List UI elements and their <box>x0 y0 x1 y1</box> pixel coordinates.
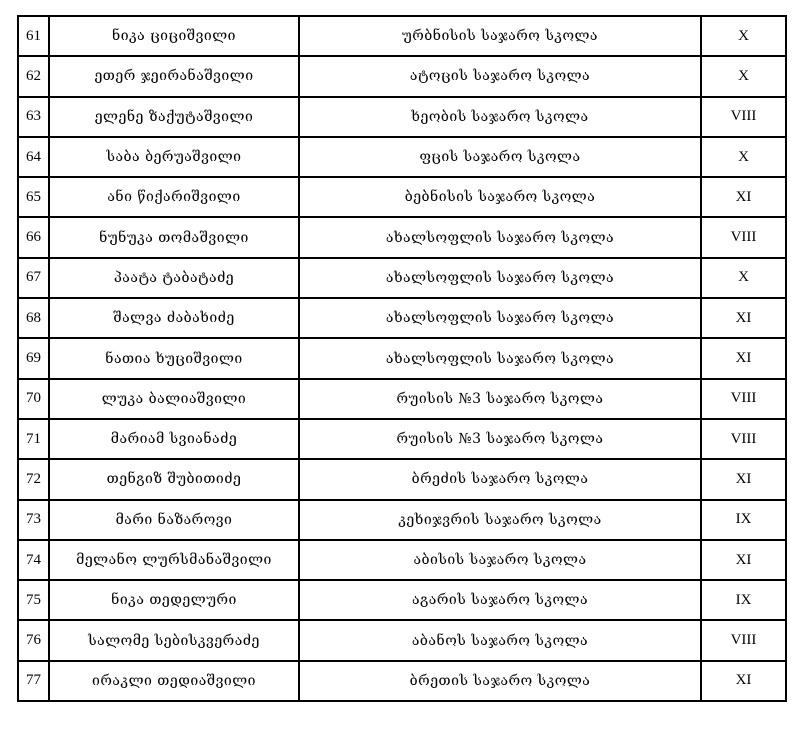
row-number-cell: 73 <box>18 500 49 540</box>
grade-cell: X <box>701 258 786 298</box>
table-row <box>18 16 786 56</box>
row-number-cell: 64 <box>18 137 49 177</box>
student-name-cell: ელენე ზაქუტაშვილი <box>49 97 299 137</box>
participants-table <box>17 15 787 702</box>
school-name-cell: აბისის საჯარო სკოლა <box>299 540 701 580</box>
grade-cell: XI <box>701 540 786 580</box>
row-number-cell: 77 <box>18 661 49 701</box>
school-name-cell: რუისის №3 საჯარო სკოლა <box>299 379 701 419</box>
school-name-cell: ბებნისის საჯარო სკოლა <box>299 177 701 217</box>
table-row <box>18 56 786 96</box>
table-row <box>18 620 786 660</box>
table-row <box>18 298 786 338</box>
table-row <box>18 258 786 298</box>
grade-cell: IX <box>701 580 786 620</box>
school-name-cell: აბანოს საჯარო სკოლა <box>299 620 701 660</box>
school-name-cell: ატოცის საჯარო სკოლა <box>299 56 701 96</box>
table-row <box>18 500 786 540</box>
table-row <box>18 217 786 257</box>
grade-cell: X <box>701 56 786 96</box>
school-name-cell: ურბნისის საჯარო სკოლა <box>299 16 701 56</box>
school-name-cell: ბრეთის საჯარო სკოლა <box>299 661 701 701</box>
row-number-cell: 68 <box>18 298 49 338</box>
student-name-cell: ნიკა თედელური <box>49 580 299 620</box>
school-name-cell: კეხიჯვრის საჯარო სკოლა <box>299 500 701 540</box>
school-name-cell: ფცის საჯარო სკოლა <box>299 137 701 177</box>
row-number-cell: 72 <box>18 459 49 499</box>
school-name-cell: აგარის საჯარო სკოლა <box>299 580 701 620</box>
row-number-cell: 62 <box>18 56 49 96</box>
student-name-cell: ირაკლი თედიაშვილი <box>49 661 299 701</box>
table-row <box>18 338 786 378</box>
grade-cell: XI <box>701 177 786 217</box>
student-name-cell: პაატა ტაბატაძე <box>49 258 299 298</box>
student-name-cell: შალვა ძაბახიძე <box>49 298 299 338</box>
row-number-cell: 74 <box>18 540 49 580</box>
grade-cell: XI <box>701 298 786 338</box>
participants-table-body <box>18 16 786 701</box>
table-row <box>18 177 786 217</box>
student-name-cell: მარი ნაზაროვი <box>49 500 299 540</box>
student-name-cell: ნიკა ციციშვილი <box>49 16 299 56</box>
grade-cell: VIII <box>701 419 786 459</box>
student-name-cell: სალომე სებისკვერაძე <box>49 620 299 660</box>
table-row <box>18 459 786 499</box>
student-name-cell: მარიამ სვიანაძე <box>49 419 299 459</box>
school-name-cell: ხეობის საჯარო სკოლა <box>299 97 701 137</box>
table-row <box>18 580 786 620</box>
student-name-cell: ეთერ ჯეირანაშვილი <box>49 56 299 96</box>
school-name-cell: ბრეძის საჯარო სკოლა <box>299 459 701 499</box>
grade-cell: X <box>701 16 786 56</box>
row-number-cell: 75 <box>18 580 49 620</box>
grade-cell: XI <box>701 661 786 701</box>
student-name-cell: ანი წიქარიშვილი <box>49 177 299 217</box>
table-row <box>18 540 786 580</box>
student-name-cell: თენგიზ შუბითიძე <box>49 459 299 499</box>
grade-cell: IX <box>701 500 786 540</box>
row-number-cell: 76 <box>18 620 49 660</box>
student-name-cell: ლუკა ბალიაშვილი <box>49 379 299 419</box>
row-number-cell: 61 <box>18 16 49 56</box>
grade-cell: VIII <box>701 379 786 419</box>
grade-cell: XI <box>701 459 786 499</box>
grade-cell: VIII <box>701 620 786 660</box>
row-number-cell: 70 <box>18 379 49 419</box>
student-name-cell: საბა ბერუაშვილი <box>49 137 299 177</box>
table-row <box>18 661 786 701</box>
student-name-cell: ნუნუკა თომაშვილი <box>49 217 299 257</box>
grade-cell: VIII <box>701 97 786 137</box>
row-number-cell: 63 <box>18 97 49 137</box>
table-row <box>18 379 786 419</box>
school-name-cell: ახალსოფლის საჯარო სკოლა <box>299 298 701 338</box>
school-name-cell: რუისის №3 საჯარო სკოლა <box>299 419 701 459</box>
table-row <box>18 137 786 177</box>
grade-cell: X <box>701 137 786 177</box>
student-name-cell: ნათია ხუციშვილი <box>49 338 299 378</box>
school-name-cell: ახალსოფლის საჯარო სკოლა <box>299 338 701 378</box>
school-name-cell: ახალსოფლის საჯარო სკოლა <box>299 258 701 298</box>
row-number-cell: 69 <box>18 338 49 378</box>
grade-cell: XI <box>701 338 786 378</box>
row-number-cell: 71 <box>18 419 49 459</box>
table-row <box>18 97 786 137</box>
school-name-cell: ახალსოფლის საჯარო სკოლა <box>299 217 701 257</box>
grade-cell: VIII <box>701 217 786 257</box>
row-number-cell: 67 <box>18 258 49 298</box>
row-number-cell: 66 <box>18 217 49 257</box>
row-number-cell: 65 <box>18 177 49 217</box>
student-name-cell: მელანო ლურსმანაშვილი <box>49 540 299 580</box>
table-row <box>18 419 786 459</box>
